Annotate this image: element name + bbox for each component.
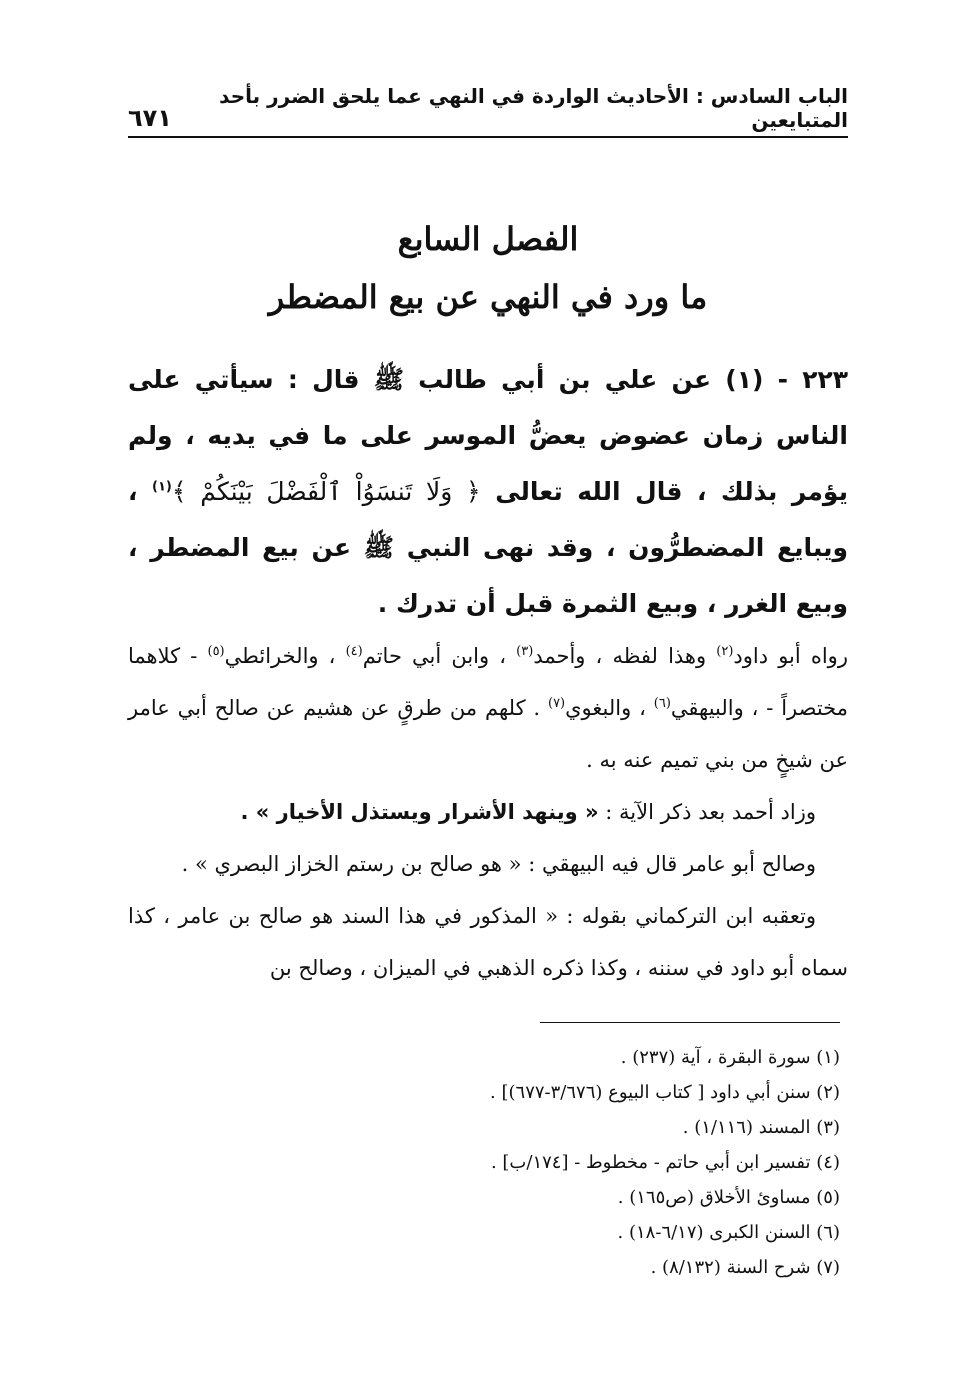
footnote-item: (٧) شرح السنة (٨/١٣٢) . — [650, 1257, 840, 1278]
takhrij-paragraph — [128, 630, 848, 786]
hadith-text-part-2: ، ويبايع المضطرُّون ، وقد نهى النبي ﷺ عن بيع المضطر ، وبيع الغرر ، وبيع الثمرة قبل أن تدرك . — [128, 477, 848, 618]
takhrij-text: وهذا لفظه ، وأحمد — [533, 644, 707, 668]
takhrij-text: ، والبغوي — [565, 696, 646, 720]
ahmad-addition-quote: « وينهد الأشرار ويستذل الأخيار » . — [240, 800, 599, 824]
footnote-item: (٥) مساوئ الأخلاق (ص١٦٥) . — [617, 1187, 840, 1208]
ahmad-addition-intro: وزاد أحمد بعد ذكر الآية : — [605, 800, 816, 824]
footnote-ref-4: (٤) — [345, 644, 363, 659]
takhrij-text: . كلهم من طرقٍ عن هشيم عن صالح أبي عامر عن شيخٍ من بني تميم عنه به . — [128, 696, 848, 772]
footnote-item: (٤) تفسير ابن أبي حاتم - مخطوط - [١٧٤/ب] . — [490, 1152, 840, 1173]
footnote-item: (٣) المسند (١/١١٦) . — [682, 1117, 840, 1138]
section-subtitle: ما ورد في النهي عن بيع المضطر — [268, 278, 708, 316]
takhrij-text: - كلاهما مختصراً - ، والبيهقي — [128, 644, 848, 720]
footnote-ref-1: (١) — [151, 479, 172, 495]
footnote-ref-7: (٧) — [547, 696, 566, 711]
hadith-text-part-1: عن علي بن أبي طالب ﷺ قال : سيأتي على الناس زمان عضوض يعضُّ الموسر على ما في يديه ، ولم يؤمر بذلك ، قال الله تعالى — [128, 365, 848, 506]
page-number: ٦٧١ — [128, 104, 172, 132]
bayhaqi-paragraph: وصالح أبو عامر قال فيه البيهقي : « هو صالح بن رستم الخزاز البصري » . — [181, 852, 816, 876]
takhrij-text: ، والخرائطي — [224, 644, 336, 668]
footnote-divider — [540, 1022, 840, 1023]
running-header-title: الباب السادس : الأحاديث الواردة في النهي عما يلحق الضرر بأحد المتبايعين — [219, 84, 848, 132]
takhrij-text: رواه أبو داود — [733, 644, 848, 668]
hadith-number: ٢٢٣ - (١) — [725, 365, 848, 394]
turkmani-paragraph: وتعقبه ابن التركماني بقوله : « المذكور في هذا السند هو صالح بن عامر ، كذا سماه أبو داود في سننه ، وكذا ذكره الذهبي في الميزان ، وصالح بن — [128, 904, 848, 980]
footnote-ref-3: (٣) — [516, 644, 534, 659]
running-header — [128, 84, 848, 138]
footnote-ref-2: (٢) — [716, 644, 734, 659]
quran-verse: ﴿ وَلَا تَنسَوُاْ ٱلْفَضْلَ بَيْنَكُمْ ﴾ — [171, 477, 481, 506]
hadith-text — [128, 352, 848, 632]
ahmad-addition-paragraph — [128, 786, 848, 838]
takhrij-text: ، وابن أبي حاتم — [362, 644, 507, 668]
footnotes-list — [128, 1040, 840, 1285]
footnote-item: (٦) السنن الكبرى (٦/١٧-١٨) . — [617, 1222, 840, 1243]
footnote-ref-5: (٥) — [207, 644, 225, 659]
section-title: الفصل السابع — [397, 220, 579, 258]
footnote-item: (١) سورة البقرة ، آية (٢٣٧) . — [620, 1047, 840, 1068]
footnote-ref-6: (٦) — [653, 696, 671, 711]
footnote-item: (٢) سنن أبي داود [ كتاب البيوع (٣/٦٧٦-٦٧٧)] . — [490, 1082, 840, 1103]
